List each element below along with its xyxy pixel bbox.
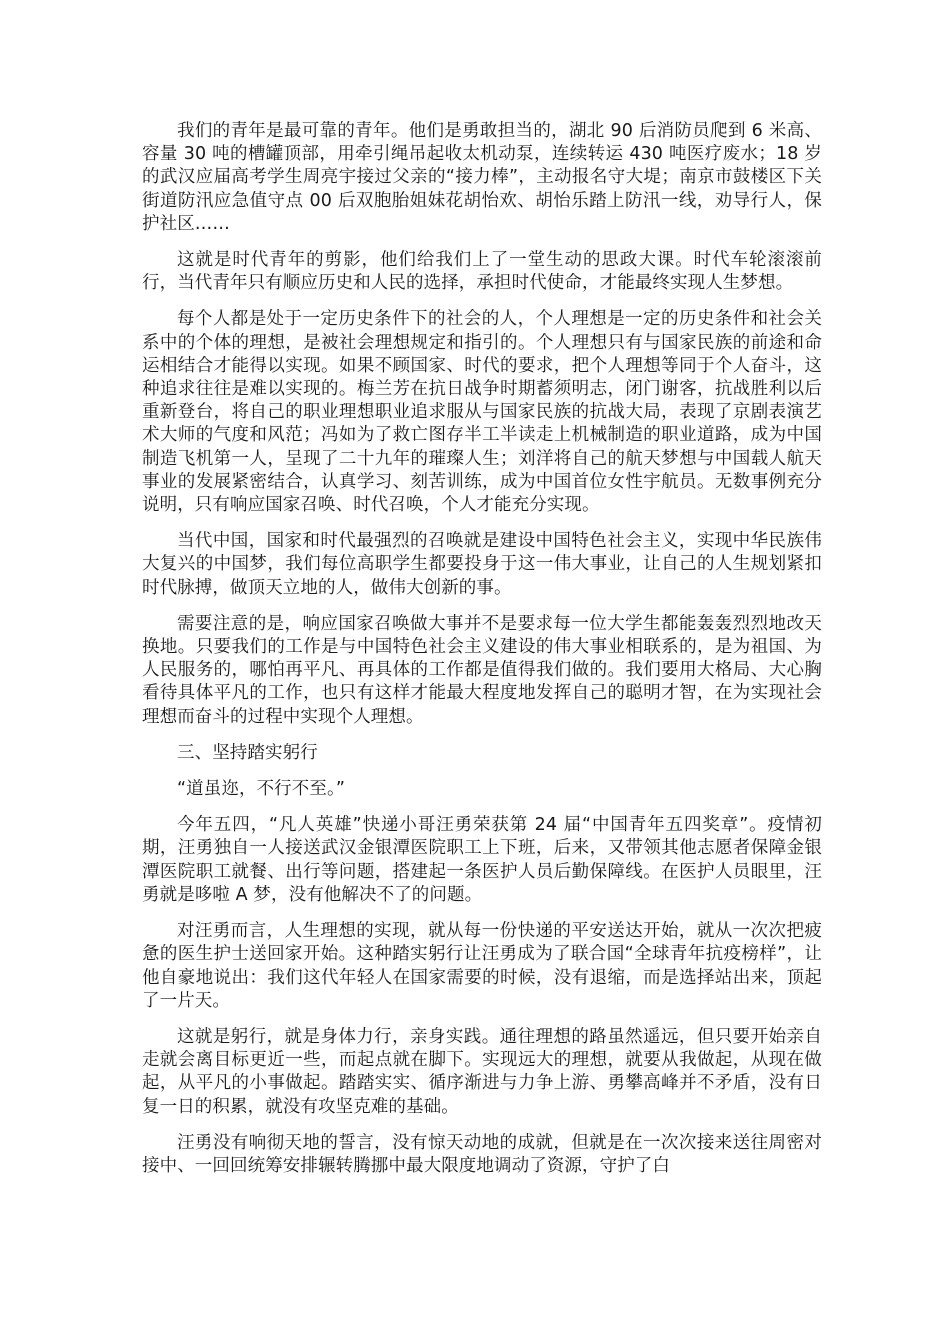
paragraph-youth-examples: 我们的青年是最可靠的青年。他们是勇敢担当的，湖北 90 后消防员爬到 6 米高、容量 30 吨的槽罐顶部，用牵引绳吊起收太机动泵，连续转运 430 吨医疗废水；18 岁的武汉应届高考学生周亮宇接过父亲的“接力棒”，主动报名守大堤；南京市鼓楼区下关街道防汛应急值守点 00 后双胞胎姐妹花胡怡欢、胡怡乐踏上防汛一线，劝导行人，保护社区…… (142, 121, 822, 234)
paragraph-era-youth: 这就是时代青年的剪影，他们给我们上了一堂生动的思政大课。时代车轮滚滚前行，当代青年只有顺应历史和人民的选择，承担时代使命，才能最终实现人生梦想。 (142, 250, 822, 294)
paragraph-wang-yong-ideal: 对汪勇而言，人生理想的实现，就从每一份快递的平安送达开始，就从一次次把疲惫的医生护士送回家开始。这种踏实躬行让汪勇成为了联合国“全球青年抗疫榜样”，让他自豪地说出：我们这代年轻人在国家需要的时候，没有退缩，而是选择站出来，顶起了一片天。 (142, 921, 822, 1011)
paragraph-practice: 这就是躬行，就是身体力行，亲身实践。通往理想的路虽然遥远，但只要开始亲自走就会离目标更近一些，而起点就在脚下。实现远大的理想，就要从我做起，从现在做起，从平凡的小事做起。踏踏实实、循序渐进与力争上游、勇攀高峰并不矛盾，没有日复一日的积累，就没有攻坚克难的基础。 (142, 1026, 822, 1117)
paragraph-note: 需要注意的是，响应国家召唤做大事并不是要求每一位大学生都能轰轰烈烈地改天换地。只要我们的工作是与中国特色社会主义建设的伟大事业相联系的，是为祖国、为人民服务的，哪怕再平凡、再具体的工作都是值得我们做的。我们要用大格局、大心胸看待具体平凡的工作，也只有这样才能最大程度地发挥自己的聪明才智，在为实现社会理想而奋斗的过程中实现个人理想。 (142, 613, 822, 727)
quote: “道虽迩，不行不至。” (177, 779, 345, 800)
section-heading: 三、坚持踏实躬行 (177, 742, 318, 763)
paragraph-contemporary-china: 当代中国，国家和时代最强烈的召唤就是建设中国特色社会主义，实现中华民族伟大复兴的中国梦，我们每位高职学生都要投身于这一伟大事业，让自己的人生规划紧扣时代脉搏，做顶天立地的人，做伟大创新的事。 (142, 531, 822, 598)
paragraph-wang-yong: 今年五四，“凡人英雄”快递小哥汪勇荣获第 24 届“中国青年五四奖章”。疫情初期，汪勇独自一人接送武汉金银潭医院职工上下班，后来，又带领其他志愿者保障金银潭医院职工就餐、出行等问题，搭建起一条医护人员后勤保障线。在医护人员眼里，汪勇就是哆啦 A 梦，没有他解决不了的问题。 (142, 815, 822, 905)
paragraph-wang-yong-conclusion: 汪勇没有响彻天地的誓言，没有惊天动地的成就，但就是在一次次接来送往周密对接中、一回回统筹安排辗转腾挪中最大限度地调动了资源，守护了白 (142, 1132, 822, 1176)
paragraph-personal-ideal: 每个人都是处于一定历史条件下的社会的人，个人理想是一定的历史条件和社会关系中的个体的理想，是被社会理想规定和指引的。个人理想只有与国家民族的前途和命运相结合才能得以实现。如果不顾国家、时代的要求，把个人理想等同于个人奋斗，这种追求往往是难以实现的。梅兰芳在抗日战争时期蓄须明志，闭门谢客，抗战胜利以后重新登台，将自己的职业理想职业追求服从与国家民族的抗战大局，表现了京剧表演艺术大师的气度和风范；冯如为了救亡图存半工半读走上机械制造的职业道路，成为中国制造飞机第一人，呈现了二十九年的璀璨人生；刘洋将自己的航天梦想与中国载人航天事业的发展紧密结合，认真学习、刻苦训练，成为中国首位女性宇航员。无数事例充分说明，只有响应国家召唤、时代召唤，个人才能充分实现。 (142, 309, 822, 516)
